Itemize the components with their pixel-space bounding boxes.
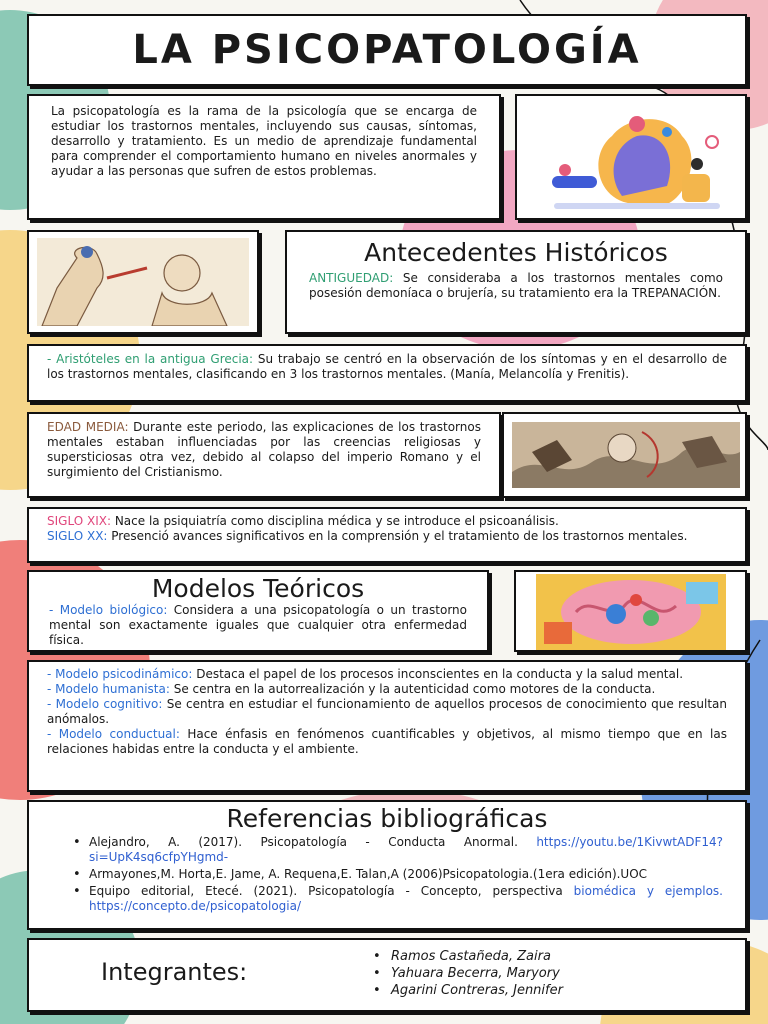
medieval-image-box: [502, 412, 747, 498]
edad-media-label: EDAD MEDIA:: [47, 420, 129, 434]
conductual-text: Hace énfasis en fenómenos cuantificables y objetivos, al mismo tiempo que en las relaciones habidas entre la conducta y el ambiente.: [47, 727, 727, 756]
siglos-box: [27, 507, 747, 563]
page-title: LA PSICOPATOLOGÍA: [132, 27, 642, 73]
title-box: [27, 14, 747, 86]
intro-box: [27, 94, 501, 220]
biologico-label: - Modelo biológico:: [49, 603, 168, 617]
antiguedad-label: ANTIGUEDAD:: [309, 271, 394, 285]
member-item: • Ramos Castañeda, Zaira: [369, 948, 563, 965]
integrantes-heading: Integrantes:: [101, 958, 248, 986]
intro-text: La psicopatología es la rama de la psicología que se encarga de estudiar los trastornos mentales, incluyendo sus causas, síntomas, desarrollo y tratamiento. Es un medio de aprendizaje fundamental para comprender el comportamiento humano en niveles anormales y ayudar a las personas que sufren de estos problemas.: [51, 104, 477, 178]
psychology-illustration: [517, 96, 745, 218]
cognitivo-label: - Modelo cognitivo:: [47, 697, 163, 711]
aristoteles-text: Su trabajo se centró en la observación de los síntomas y en el desarrollo de los trastornos mentales, clasificando en 3 los trastornos mentales. (Manía, Melancolía y Frenitis).: [47, 352, 727, 381]
trepanation-image-box: [27, 230, 259, 334]
siglo-xx-paragraph: [47, 529, 727, 544]
reference-item: [51, 867, 723, 882]
antiguedad-text: Se consideraba a los trastornos mentales como posesión demoníaca o brujería, su tratamiento era la TREPANACIÓN.: [309, 271, 723, 300]
reference-item: [51, 884, 723, 914]
reference-1-link[interactable]: https://youtu.be/1KivwtADF14?si=UpK4sq6cfpYHgmd-: [89, 835, 723, 864]
brain-image-box: [514, 570, 747, 652]
reference-3-text: Equipo editorial, Etecé. (2021). Psicopatología - Concepto, perspectiva: [89, 884, 574, 898]
member-item: • Agarini Contreras, Jennifer: [369, 982, 563, 999]
reference-2-text: Armayones,M. Horta,E. Jame, A. Requena,E. Talan,A (2006)Psicopatologia.(1era edición).UOC: [89, 867, 648, 881]
intro-image-box: [515, 94, 747, 220]
siglo-xx-text: Presenció avances significativos en la comprensión y el tratamiento de los trastornos mentales.: [107, 529, 688, 543]
siglo-xix-text: Nace la psiquiatría como disciplina médica y se introduce el psicoanálisis.: [111, 514, 559, 528]
psicodinamico-paragraph: [47, 667, 727, 682]
humanista-text: Se centra en la autorrealización y la autenticidad como motores de la conducta.: [169, 682, 656, 696]
biologico-text: Considera a una psicopatología o un trastorno mental son exactamente iguales que cualquier otra enfermedad física.: [49, 603, 467, 647]
reference-3-link[interactable]: biomédica y ejemplos. https://concepto.de/psicopatologia/: [89, 884, 723, 913]
edad-media-box: [27, 412, 501, 498]
cognitivo-text: Se centra en estudiar el funcionamiento de aquellos procesos de conocimiento que resultan anómalos.: [47, 697, 727, 726]
edad-media-paragraph: [47, 420, 481, 480]
member-item: • Yahuara Becerra, Maryory: [369, 965, 563, 982]
medieval-illustration: [512, 422, 740, 488]
conductual-label: - Modelo conductual:: [47, 727, 180, 741]
modelos-heading: Modelos Teóricos: [151, 574, 365, 603]
aristoteles-label: - Aristóteles en la antigua Grecia:: [47, 352, 254, 366]
aristoteles-box: [27, 344, 747, 402]
cognitivo-paragraph: [47, 697, 727, 727]
humanista-paragraph: [47, 682, 727, 697]
reference-item: [51, 835, 723, 865]
psicodinamico-text: Destaca el papel de los procesos inconscientes en la conducta y la salud mental.: [192, 667, 684, 681]
references-list: [51, 835, 723, 914]
siglo-xix-label: SIGLO XIX:: [47, 514, 111, 528]
biologico-paragraph: [49, 603, 467, 648]
antiguedad-paragraph: [309, 271, 723, 301]
conductual-paragraph: [47, 727, 727, 757]
antecedentes-heading: Antecedentes Históricos: [364, 238, 668, 267]
psicodinamico-label: - Modelo psicodinámico:: [47, 667, 193, 681]
integrantes-box: [27, 938, 747, 1012]
brain-illustration: [536, 574, 726, 650]
edad-media-text: Durante este periodo, las explicaciones de los trastornos mentales estaban influenciadas por las creencias religiosas y supersticiosas otra vez, debido al colapso del imperio Romano y el surgimiento del Cristianismo.: [47, 420, 481, 479]
reference-1-text: Alejandro, A. (2017). Psicopatología - Conducta Anormal.: [89, 835, 537, 849]
members-list: [369, 948, 563, 999]
humanista-label: - Modelo humanista:: [47, 682, 170, 696]
referencias-heading: Referencias bibliográficas: [226, 804, 548, 833]
siglo-xix-paragraph: [47, 514, 727, 529]
modelos-box: [27, 570, 489, 652]
trepanation-illustration: [37, 238, 249, 326]
otros-modelos-box: [27, 660, 747, 792]
referencias-box: [27, 800, 747, 930]
aristoteles-paragraph: [47, 352, 727, 382]
siglo-xx-label: SIGLO XX:: [47, 529, 108, 543]
antecedentes-box: [285, 230, 747, 334]
